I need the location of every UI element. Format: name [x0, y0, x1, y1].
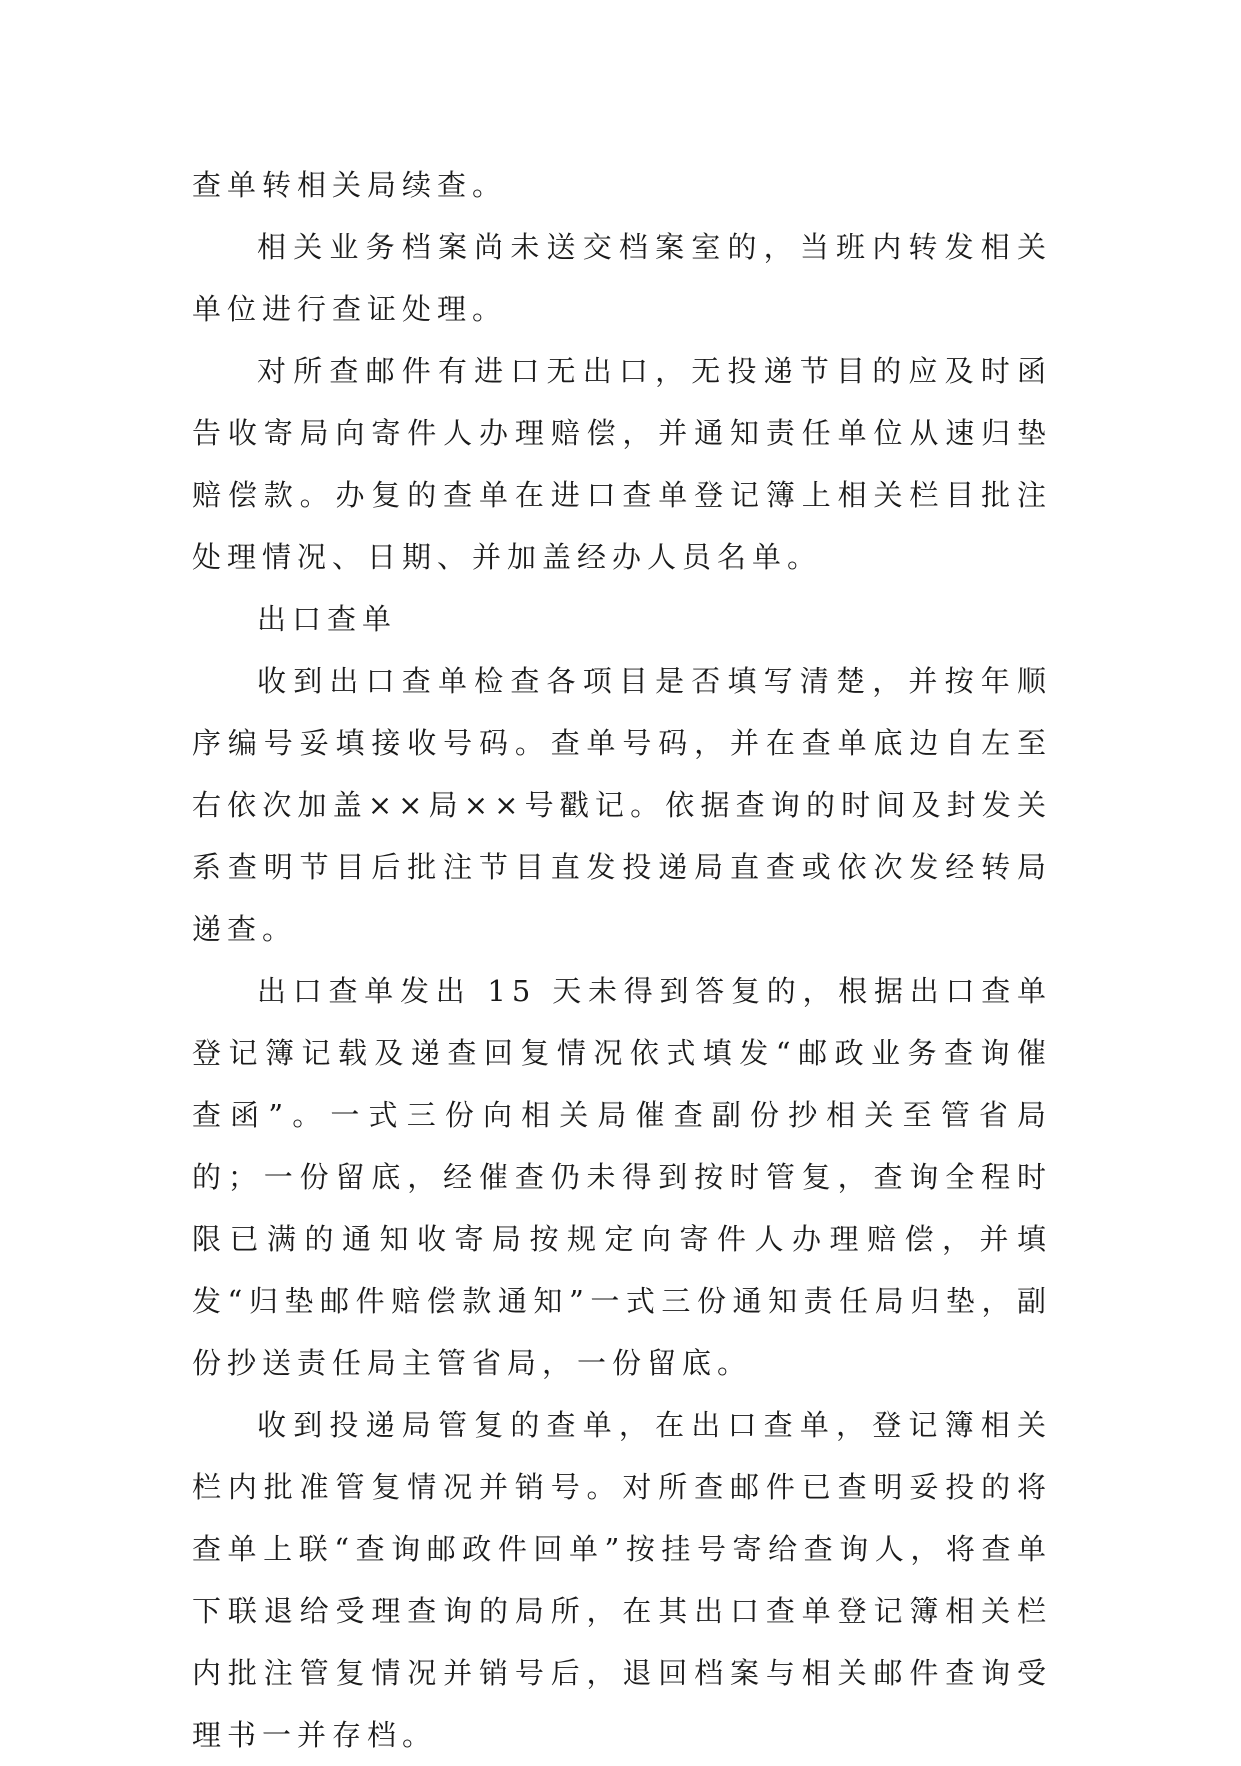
paragraph-7: 收到投递局管复的查单，在出口查单，登记簿相关栏内批准管复情况并销号。对所查邮件已查明妥投的将查单上联“查询邮政件回单”按挂号寄给查询人，将查单下联退给受理查询的局所，在其出口查单登记簿相关栏内批注管复情况并销号后，退回档案与相关邮件查询受理书一并存档。 — [192, 1408, 1052, 1752]
paragraph-6: 出口查单发出 15 天未得到答复的，根据出口查单登记簿记载及递查回复情况依式填发“邮政业务查询催查函”。一式三份向相关局催查副份抄相关至管省局的；一份留底，经催查仍未得到按时管复，查询全程时限已满的通知收寄局按规定向寄件人办理赔偿，并填发“归垫邮件赔偿款通知”一式三份通知责任局归垫，副份抄送责任局主管省局，一份留底。 — [192, 974, 1052, 1380]
paragraph-1: 查单转相关局续查。 — [192, 168, 508, 202]
paragraph-2: 相关业务档案尚未送交档案室的，当班内转发相关单位进行查证处理。 — [192, 230, 1052, 326]
paragraph-3: 对所查邮件有进口无出口，无投递节目的应及时函告收寄局向寄件人办理赔偿，并通知责任单位从速归垫赔偿款。办复的查单在进口查单登记簿上相关栏目批注处理情况、日期、并加盖经办人员名单。 — [192, 354, 1052, 574]
paragraph-5: 收到出口查单检查各项目是否填写清楚，并按年顺序编号妥填接收号码。查单号码，并在查单底边自左至右依次加盖××局××号戳记。依据查询的时间及封发关系查明节目后批注节目直发投递局直查或依次发经转局递查。 — [192, 664, 1052, 946]
document-page — [192, 154, 1052, 1766]
section-heading-outgoing-query: 出口查单 — [257, 602, 398, 636]
